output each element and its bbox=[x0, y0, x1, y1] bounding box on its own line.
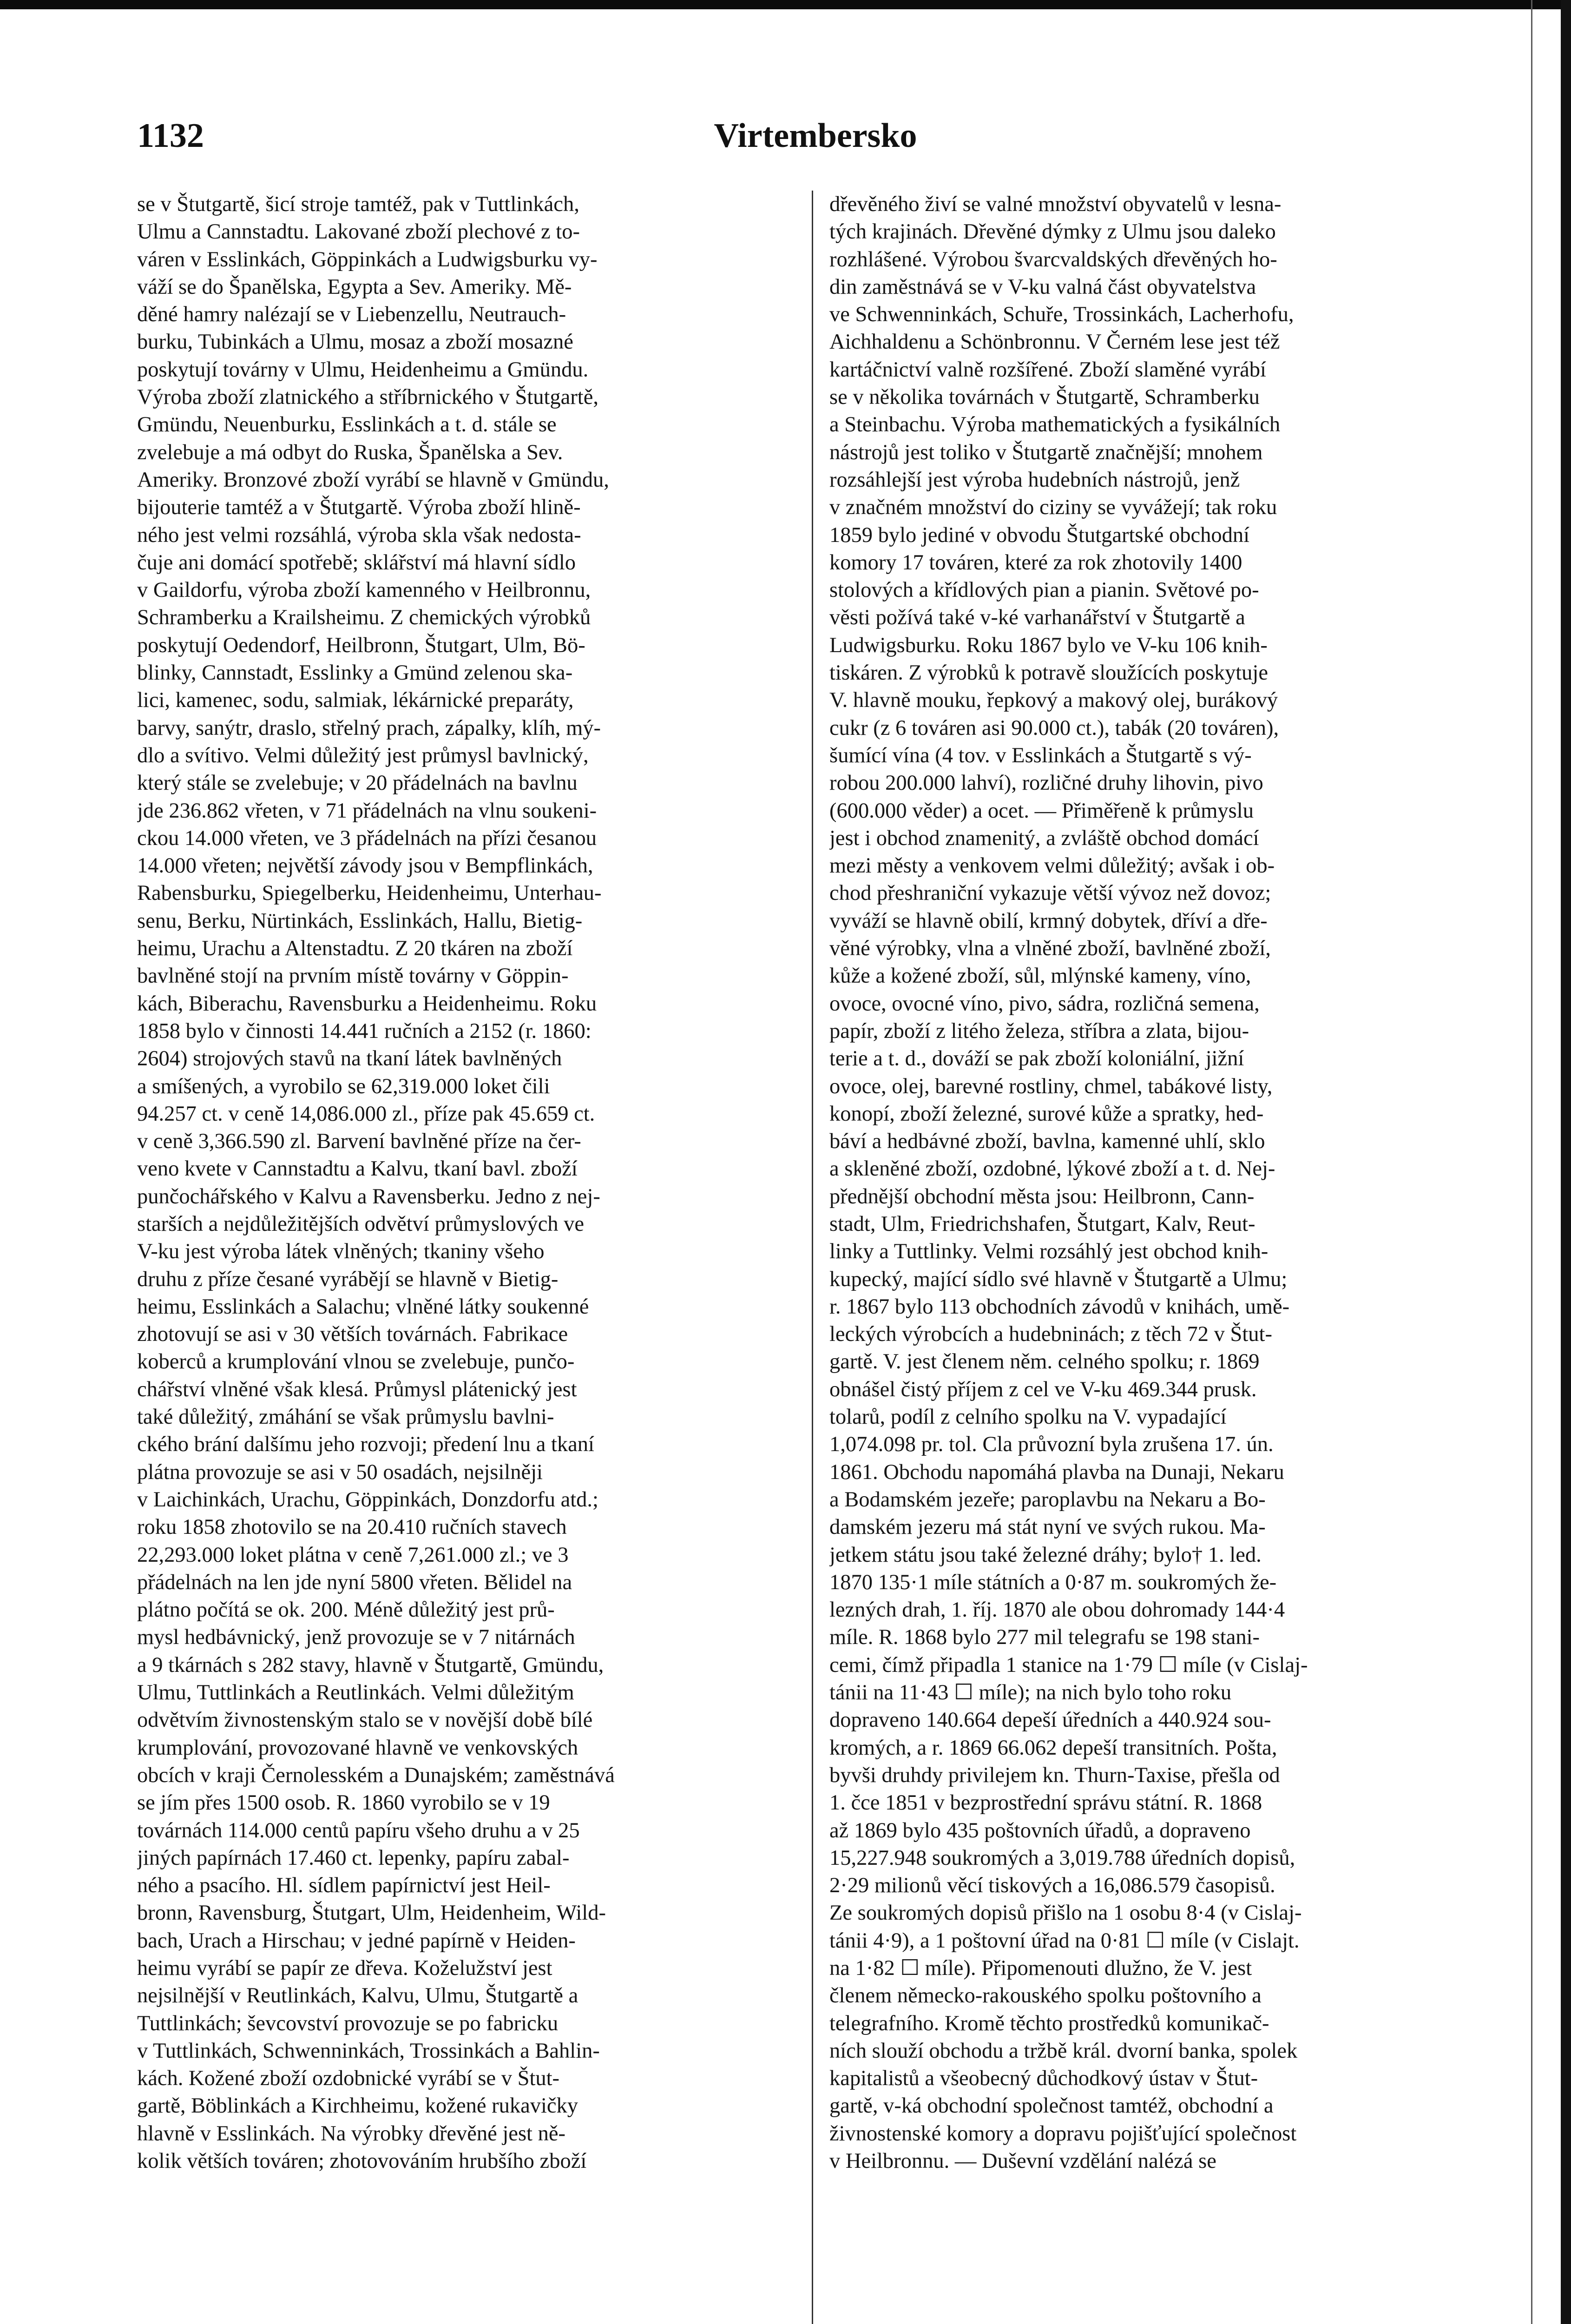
text-line: bavlněné stojí na prvním místě továrny v Göppin- bbox=[137, 964, 569, 988]
text-line: ckého brání dalšímu jeho rozvoji; předení lnu a tkaní bbox=[137, 1433, 594, 1457]
text-line: kolik větších továren; zhotovováním hrubšího zboží bbox=[137, 2149, 587, 2173]
text-line: bronn, Ravensburg, Štutgart, Ulm, Heidenheim, Wild- bbox=[137, 1901, 606, 1925]
text-line: koberců a krumplování vlnou se zvelebuje, punčo- bbox=[137, 1350, 575, 1374]
text-line: váren v Esslinkách, Göppinkách a Ludwigsburku vy- bbox=[137, 247, 598, 271]
text-line: který stále se zvelebuje; v 20 přádelnách na bavlnu bbox=[137, 771, 578, 795]
text-line: také důležitý, zmáhání se však průmyslu bavlni- bbox=[137, 1405, 554, 1429]
text-line: gartě, v-ká obchodní společnost tamtéž, obchodní a bbox=[829, 2094, 1274, 2118]
text-line: barvy, sanýtr, draslo, střelný prach, zápalky, klíh, mý- bbox=[137, 716, 601, 740]
text-line: lici, kamenec, sodu, salmiak, lékárnické preparáty, bbox=[137, 688, 574, 713]
text-line: Ze soukromých dopisů přišlo na 1 osobu 8·4 (v Cislaj- bbox=[829, 1901, 1302, 1925]
text-line: a Bodamském jezeře; paroplavbu na Nekaru a Bo- bbox=[829, 1487, 1266, 1512]
text-line: ckou 14.000 vřeten, ve 3 přádelnách na přízi česanou bbox=[137, 826, 597, 850]
text-line: rozsáhlejší jest výroba hudebních nástrojů, jenž bbox=[829, 468, 1240, 492]
text-line: a Steinbachu. Výroba mathematických a fysikálních bbox=[829, 413, 1281, 437]
text-line: druhu z příze česané vyrábějí se hlavně v Bietig- bbox=[137, 1267, 559, 1291]
text-line: hlavně v Esslinkách. Na výrobky dřevěné jest ně- bbox=[137, 2121, 565, 2146]
text-line: tolarů, podíl z celního spolku na V. vypadající bbox=[829, 1405, 1227, 1429]
text-line: lezných drah, 1. říj. 1870 ale obou dohromady 144·4 bbox=[829, 1598, 1285, 1622]
text-line: linky a Tuttlinky. Velmi rozsáhlý jest obchod knih- bbox=[829, 1240, 1269, 1264]
text-line: heimu, Esslinkách a Salachu; vlněné látky soukenné bbox=[137, 1294, 589, 1319]
text-line: v Heilbronnu. — Duševní vzdělání nalézá se bbox=[829, 2149, 1216, 2173]
text-line: tých krajinách. Dřevěné dýmky z Ulmu jsou daleko bbox=[829, 220, 1276, 244]
text-line: čuje ani domácí spotřebě; sklářství má hlavní sídlo bbox=[137, 550, 576, 574]
text-line: 1859 bylo jediné v obvodu Štutgartské obchodní bbox=[829, 523, 1250, 547]
text-line: mezi městy a venkovem velmi důležitý; avšak i ob- bbox=[829, 854, 1275, 878]
text-line: nejsilnější v Reutlinkách, Kalvu, Ulmu, Štutgartě a bbox=[137, 1984, 578, 2008]
text-line: dlo a svítivo. Velmi důležitý jest průmysl bavlnický, bbox=[137, 743, 589, 767]
text-line: telegrafního. Kromě těchto prostředků komunikač- bbox=[829, 2011, 1269, 2035]
text-line: 94.257 ct. v ceně 14,086.000 zl., příze pak 45.659 ct. bbox=[137, 1102, 595, 1126]
text-line: cemi, čímž připadla 1 stanice na 1·79 ☐ míle (v Cislaj- bbox=[829, 1653, 1308, 1677]
text-line: plátna provozuje se asi v 50 osadách, nejsilněji bbox=[137, 1460, 543, 1484]
text-line: tánii 4·9), a 1 poštovní úřad na 0·81 ☐ míle (v Cislajt. bbox=[829, 1928, 1300, 1953]
text-line: papír, zboží z litého železa, stříbra a zlata, bijou- bbox=[829, 1019, 1249, 1043]
text-line: a smíšených, a vyrobilo se 62,319.000 loket čili bbox=[137, 1074, 550, 1098]
text-line: Ulmu a Cannstadtu. Lakované zboží plechové z to- bbox=[137, 220, 580, 244]
text-line: živnostenské komory a dopravu pojišťující společnost bbox=[829, 2121, 1297, 2146]
text-line: punčochářského v Kalvu a Ravensberku. Jedno z nej- bbox=[137, 1184, 600, 1208]
text-line: vyváží se hlavně obilí, krmný dobytek, dříví a dře- bbox=[829, 909, 1268, 933]
text-line: rozhlášené. Výrobou švarcvaldských dřevěných ho- bbox=[829, 247, 1277, 271]
text-line: din zaměstnává se v V-ku valná část obyvatelstva bbox=[829, 275, 1256, 299]
text-line: jest i obchod znamenitý, a zvláště obchod domácí bbox=[829, 826, 1259, 850]
text-line: kupecký, mající sídlo své hlavně v Štutgartě a Ulmu; bbox=[829, 1267, 1288, 1291]
text-line: na 1·82 ☐ míle). Připomenouti dlužno, že V. jest bbox=[829, 1956, 1252, 1980]
text-line: terie a t. d., dováží se pak zboží koloniální, jižní bbox=[829, 1047, 1244, 1071]
text-line: kůže a kožené zboží, sůl, mlýnské kameny, víno, bbox=[829, 964, 1251, 988]
text-line: a skleněné zboží, ozdobné, lýkové zboží a t. d. Nej- bbox=[829, 1157, 1275, 1181]
text-line: jde 236.862 vřeten, v 71 přádelnách na vlnu soukeni- bbox=[137, 799, 597, 823]
text-line: gartě, Böblinkách a Kirchheimu, kožené rukavičky bbox=[137, 2094, 578, 2118]
text-line: jetkem státu jsou také železné dráhy; bylo† 1. led. bbox=[829, 1543, 1262, 1567]
text-line: ve Schwenninkách, Schuře, Trossinkách, Lacherhofu, bbox=[829, 303, 1294, 327]
text-line: přednější obchodní města jsou: Heilbronn, Cann- bbox=[829, 1184, 1255, 1208]
text-line: 14.000 vřeten; největší závody jsou v Bempflinkách, bbox=[137, 854, 593, 878]
text-line: se v několika továrnách v Štutgartě, Schramberku bbox=[829, 385, 1260, 409]
text-line: stolových a křídlových pian a pianin. Světové po- bbox=[829, 578, 1259, 602]
text-line: chod přeshraniční vykazuje větší vývoz než dovoz; bbox=[829, 881, 1271, 905]
text-line: heimu vyrábí se papír ze dřeva. Koželužství jest bbox=[137, 1956, 552, 1980]
scan-edge-line bbox=[1531, 0, 1532, 2324]
text-line: Schramberku a Krailsheimu. Z chemických výrobků bbox=[137, 606, 591, 630]
text-line: roku 1858 zhotovilo se na 20.410 ručních stavech bbox=[137, 1515, 567, 1539]
text-line: kách. Kožené zboží ozdobnické vyrábí se v Štut- bbox=[137, 2067, 560, 2091]
text-line: kapitalistů a všeobecný důchodkový ústav v Štut- bbox=[829, 2067, 1258, 2091]
text-line: dřevěného živí se valné množství obyvatelů v lesna- bbox=[829, 192, 1282, 216]
text-line: 1870 135·1 míle státních a 0·87 m. soukromých že- bbox=[829, 1570, 1277, 1594]
text-line: členem německo-rakouského spolku poštovního a bbox=[829, 1984, 1262, 2008]
text-line: veno kvete v Cannstadtu a Kalvu, tkaní bavl. zboží bbox=[137, 1157, 578, 1181]
text-line: konopí, zboží železné, surové kůže a spratky, hed- bbox=[829, 1102, 1264, 1126]
text-line: zhotovují se asi v 30 větších továrnách. Fabrikace bbox=[137, 1322, 568, 1347]
text-line: V. hlavně mouku, řepkový a makový olej, burákový bbox=[829, 688, 1278, 713]
text-line: děné hamry nalézají se v Liebenzellu, Neutrauch- bbox=[137, 303, 566, 327]
text-line: odvětvím živnostenským stalo se v novější době bílé bbox=[137, 1708, 593, 1732]
text-line: se v Štutgartě, šicí stroje tamtéž, pak v Tuttlinkách, bbox=[137, 192, 579, 216]
text-line: Tuttlinkách; ševcovství provozuje se po fabricku bbox=[137, 2011, 559, 2035]
text-line: kromých, a r. 1869 66.062 depeší transitních. Pošta, bbox=[829, 1736, 1277, 1760]
running-title: Virtembersko bbox=[714, 117, 917, 155]
text-line: ného jest velmi rozsáhlá, výroba skla však nedosta- bbox=[137, 523, 581, 547]
text-line: až 1869 bylo 435 poštovních úřadů, a dopraveno bbox=[829, 1818, 1251, 1842]
text-line: 2604) strojových stavů na tkaní látek bavlněných bbox=[137, 1047, 562, 1071]
text-line: byvši druhdy privilejem kn. Thurn-Taxise, přešla od bbox=[829, 1763, 1280, 1787]
text-line: šumící vína (4 tov. v Esslinkách a Štutgartě s vý- bbox=[829, 743, 1252, 767]
text-line: Rabensburku, Spiegelberku, Heidenheimu, Unterhau- bbox=[137, 881, 602, 905]
text-line: věné výrobky, vlna a vlněné zboží, bavlněné zboží, bbox=[829, 937, 1271, 961]
text-line: 1,074.098 pr. tol. Cla průvozní byla zrušena 17. ún. bbox=[829, 1433, 1274, 1457]
text-line: cukr (z 6 továren asi 90.000 ct.), tabák (20 továren), bbox=[829, 716, 1279, 740]
text-line: kách, Biberachu, Ravensburku a Heidenheimu. Roku bbox=[137, 991, 597, 1016]
text-line: poskytují Oedendorf, Heilbronn, Štutgart, Ulm, Bö- bbox=[137, 633, 585, 657]
text-line: stadt, Ulm, Friedrichshafen, Štutgart, Kalv, Reut- bbox=[829, 1212, 1255, 1236]
text-line: mysl hedbávnický, jenž provozuje se v 7 nitárnách bbox=[137, 1625, 575, 1650]
text-line: 1858 bylo v činnosti 14.441 ručních a 2152 (r. 1860: bbox=[137, 1019, 592, 1043]
text-line: obnášel čistý příjem z cel ve V-ku 469.344 prusk. bbox=[829, 1377, 1257, 1401]
text-line: bach, Urach a Hirschau; v jedné papírně v Heiden- bbox=[137, 1928, 576, 1953]
text-line: gartě. V. jest členem něm. celného spolku; r. 1869 bbox=[829, 1350, 1260, 1374]
text-line: heimu, Urachu a Altenstadtu. Z 20 tkáren na zboží bbox=[137, 937, 573, 961]
text-line: zvelebuje a má odbyt do Ruska, Španělska a Sev. bbox=[137, 440, 563, 464]
text-line: tiskáren. Z výrobků k potravě sloužících poskytuje bbox=[829, 661, 1268, 685]
text-line: Výroba zboží zlatnického a stříbrnického v Štutgartě, bbox=[137, 385, 598, 409]
text-line: věsti požívá také v-ké varhanářství v Štutgartě a bbox=[829, 606, 1245, 630]
text-line: a 9 tkárnách s 282 stavy, hlavně v Štutgartě, Gmündu, bbox=[137, 1653, 604, 1677]
text-line: míle. R. 1868 bylo 277 mil telegrafu se 198 stani- bbox=[829, 1625, 1260, 1650]
text-line: poskytují továrny v Ulmu, Heidenheimu a Gmündu. bbox=[137, 357, 589, 382]
text-line: senu, Berku, Nürtinkách, Esslinkách, Hallu, Bietig- bbox=[137, 909, 583, 933]
page-header bbox=[137, 116, 1494, 172]
text-line: tánii na 11·43 ☐ míle); na nich bylo toho roku bbox=[829, 1681, 1232, 1705]
text-line: 22,293.000 loket plátna v ceně 7,261.000 zl.; ve 3 bbox=[137, 1543, 569, 1567]
text-line: 1861. Obchodu napomáhá plavba na Dunaji, Nekaru bbox=[829, 1460, 1284, 1484]
text-line: kartáčnictví valně rozšířené. Zboží slaměné vyrábí bbox=[829, 357, 1266, 382]
text-line: v Laichinkách, Urachu, Göppinkách, Donzdorfu atd.; bbox=[137, 1487, 598, 1512]
text-line: v ceně 3,366.590 zl. Barvení bavlněné příze na čer- bbox=[137, 1129, 581, 1154]
text-line: 2·29 milionů věcí tiskových a 16,086.579 časopisů. bbox=[829, 1874, 1275, 1898]
text-line: nástrojů jest toliko v Štutgartě značnější; mnohem bbox=[829, 440, 1263, 464]
text-line: Ameriky. Bronzové zboží vyrábí se hlavně v Gmündu, bbox=[137, 468, 609, 492]
text-line: bijouterie tamtéž a v Štutgartě. Výroba zboží hlině- bbox=[137, 495, 581, 520]
text-line: krumplování, provozované hlavně ve venkovských bbox=[137, 1736, 578, 1760]
text-line: továrnách 114.000 centů papíru všeho druhu a v 25 bbox=[137, 1818, 580, 1842]
text-line: v Tuttlinkách, Schwenninkách, Trossinkách a Bahlin- bbox=[137, 2039, 600, 2063]
text-line: r. 1867 bylo 113 obchodních závodů v knihách, umě- bbox=[829, 1294, 1290, 1319]
text-line: starších a nejdůležitějších odvětví průmyslových ve bbox=[137, 1212, 585, 1236]
text-line: komory 17 továren, které za rok zhotovily 1400 bbox=[829, 550, 1242, 574]
text-line: dopraveno 140.664 depeší úředních a 440.924 sou- bbox=[829, 1708, 1271, 1732]
text-line: (600.000 věder) a ocet. — Přiměřeně k průmyslu bbox=[829, 799, 1254, 823]
text-line: ného a psacího. Hl. sídlem papírnictví jest Heil- bbox=[137, 1874, 551, 1898]
text-line: v Gaildorfu, výroba zboží kamenného v Heilbronnu, bbox=[137, 578, 591, 602]
text-line: ních slouží obchodu a tržbě král. dvorní banka, spolek bbox=[829, 2039, 1298, 2063]
text-line: leckých výrobcích a hudebninách; z těch 72 v Štut- bbox=[829, 1322, 1272, 1347]
text-line: ovoce, ovocné víno, pivo, sádra, rozličná semena, bbox=[829, 991, 1260, 1016]
text-line: obcích v kraji Černolesském a Dunajském; zaměstnává bbox=[137, 1763, 615, 1787]
text-line: damském jezeru má stát nyní ve svých rukou. Ma- bbox=[829, 1515, 1266, 1539]
right-column bbox=[829, 191, 1487, 2175]
text-line: jiných papírnách 17.460 ct. lepenky, papíru zabal- bbox=[137, 1846, 570, 1870]
dictionary-page bbox=[137, 116, 1494, 2324]
text-line: V-ku jest výroba látek vlněných; tkaniny všeho bbox=[137, 1240, 545, 1264]
text-line: blinky, Cannstadt, Esslinky a Gmünd zelenou ska- bbox=[137, 661, 573, 685]
text-line: ovoce, olej, barevné rostliny, chmel, tabákové listy, bbox=[829, 1074, 1273, 1098]
text-line: robou 200.000 lahví), rozličné druhy lihovin, pivo bbox=[829, 771, 1263, 795]
scan-border-right bbox=[1561, 0, 1571, 2324]
text-line: Aichhaldenu a Schönbronnu. V Černém lese jest též bbox=[829, 330, 1280, 354]
column-divider bbox=[812, 191, 813, 2324]
text-line: plátno počítá se ok. 200. Méně důležitý jest prů- bbox=[137, 1598, 555, 1622]
text-line: burku, Tubinkách a Ulmu, mosaz a zboží mosazné bbox=[137, 330, 573, 354]
text-line: se jím přes 1500 osob. R. 1860 vyrobilo se v 19 bbox=[137, 1791, 550, 1815]
page-number: 1132 bbox=[137, 117, 204, 155]
text-line: 15,227.948 soukromých a 3,019.788 úředních dopisů, bbox=[829, 1846, 1295, 1870]
text-line: váží se do Španělska, Egypta a Sev. Ameriky. Mě- bbox=[137, 275, 572, 299]
text-line: Gmündu, Neuenburku, Esslinkách a t. d. stále se bbox=[137, 413, 557, 437]
text-line: v značném množství do ciziny se vyvážejí; tak roku bbox=[829, 495, 1277, 520]
text-line: 1. čce 1851 v bezprostřední správu státní. R. 1868 bbox=[829, 1791, 1262, 1815]
text-line: chářství vlněné však klesá. Průmysl plátenický jest bbox=[137, 1377, 577, 1401]
left-column bbox=[137, 191, 795, 2175]
scan-border-top bbox=[0, 0, 1571, 9]
text-line: Ulmu, Tuttlinkách a Reutlinkách. Velmi důležitým bbox=[137, 1681, 574, 1705]
text-line: báví a hedbávné zboží, bavlna, kamenné uhlí, sklo bbox=[829, 1129, 1265, 1154]
text-line: Ludwigsburku. Roku 1867 bylo ve V-ku 106 knih- bbox=[829, 633, 1268, 657]
text-line: přádelnách na len jde nyní 5800 vřeten. Bělidel na bbox=[137, 1570, 572, 1594]
